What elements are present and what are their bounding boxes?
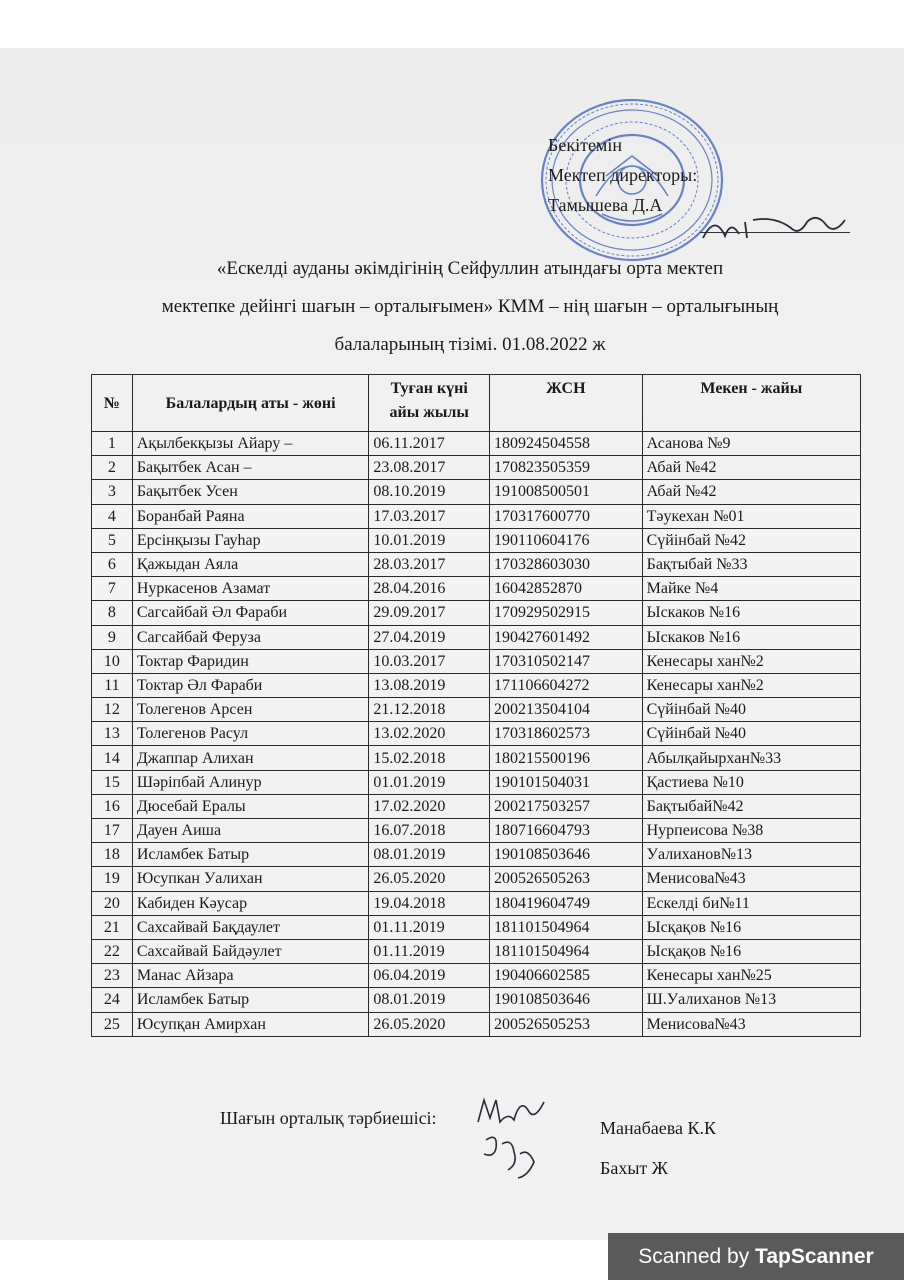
cell-address: Ыскаков №16 <box>642 601 860 625</box>
cell-address: Ысқақов №16 <box>642 915 860 939</box>
cell-number: 18 <box>92 843 133 867</box>
cell-birth-date: 28.03.2017 <box>369 552 490 576</box>
cell-number: 24 <box>92 988 133 1012</box>
table-row <box>92 794 861 818</box>
table-row <box>92 649 861 673</box>
cell-number: 4 <box>92 504 133 528</box>
cell-birth-date: 23.08.2017 <box>369 456 490 480</box>
document-title <box>70 250 870 364</box>
cell-iin: 16042852870 <box>490 577 643 601</box>
header-name: Балалардың аты - жөні <box>132 375 368 432</box>
cell-name: Кабиден Кәусар <box>132 891 368 915</box>
cell-iin: 190406602585 <box>490 964 643 988</box>
cell-name: Қажыдан Аяла <box>132 552 368 576</box>
teacher-signature-icon <box>468 1092 558 1184</box>
cell-number: 1 <box>92 432 133 456</box>
cell-name: Токтар Фаридин <box>132 649 368 673</box>
cell-name: Исламбек Батыр <box>132 988 368 1012</box>
cell-birth-date: 01.11.2019 <box>369 939 490 963</box>
cell-birth-date: 29.09.2017 <box>369 601 490 625</box>
cell-number: 22 <box>92 939 133 963</box>
cell-birth-date: 06.11.2017 <box>369 432 490 456</box>
cell-iin: 180716604793 <box>490 819 643 843</box>
cell-number: 17 <box>92 819 133 843</box>
table-row <box>92 770 861 794</box>
teacher-name-1: Манабаева К.К <box>600 1118 717 1138</box>
cell-birth-date: 13.02.2020 <box>369 722 490 746</box>
cell-name: Сахсайвай Байдәулет <box>132 939 368 963</box>
cell-name: Исламбек Батыр <box>132 843 368 867</box>
cell-address: Уалиханов№13 <box>642 843 860 867</box>
cell-address: Кенесары хан№2 <box>642 649 860 673</box>
cell-name: Сахсайвай Бақдаулет <box>132 915 368 939</box>
cell-number: 15 <box>92 770 133 794</box>
cell-iin: 170317600770 <box>490 504 643 528</box>
cell-number: 2 <box>92 456 133 480</box>
teacher-label: Шағын орталық тәрбиешісі: <box>220 1108 437 1128</box>
cell-iin: 190110604176 <box>490 528 643 552</box>
teacher-names <box>600 1108 716 1188</box>
cell-address: Ыскаков №16 <box>642 625 860 649</box>
cell-address: Абылқайырхан№33 <box>642 746 860 770</box>
cell-number: 10 <box>92 649 133 673</box>
cell-iin: 181101504964 <box>490 915 643 939</box>
cell-name: Шәріпбай Алинур <box>132 770 368 794</box>
cell-iin: 190108503646 <box>490 988 643 1012</box>
table-body <box>92 432 861 1037</box>
title-line-1: «Ескелді ауданы әкімдігінің Сейфуллин атындағы орта мектеп <box>216 258 724 279</box>
cell-number: 5 <box>92 528 133 552</box>
cell-birth-date: 10.03.2017 <box>369 649 490 673</box>
cell-birth-date: 26.05.2020 <box>369 867 490 891</box>
cell-birth-date: 15.02.2018 <box>369 746 490 770</box>
cell-birth-date: 27.04.2019 <box>369 625 490 649</box>
cell-address: Менисова№43 <box>642 1012 860 1036</box>
table-row <box>92 601 861 625</box>
table-row <box>92 891 861 915</box>
cell-iin: 170823505359 <box>490 456 643 480</box>
cell-iin: 171106604272 <box>490 673 643 697</box>
director-signature-icon <box>695 208 855 248</box>
cell-iin: 200217503257 <box>490 794 643 818</box>
cell-address: Кенесары хан№2 <box>642 673 860 697</box>
table-row <box>92 432 861 456</box>
table-row <box>92 456 861 480</box>
cell-birth-date: 10.01.2019 <box>369 528 490 552</box>
cell-name: Толегенов Расул <box>132 722 368 746</box>
header-birth-date <box>369 375 490 432</box>
cell-name: Токтар Әл Фараби <box>132 673 368 697</box>
cell-address: Ысқақов №16 <box>642 939 860 963</box>
children-table <box>91 374 861 1037</box>
table-row <box>92 577 861 601</box>
approval-title: Бекітемін <box>548 135 622 155</box>
table-row <box>92 552 861 576</box>
cell-number: 23 <box>92 964 133 988</box>
cell-name: Юсупқан Амирхан <box>132 1012 368 1036</box>
cell-iin: 181101504964 <box>490 939 643 963</box>
signature-line <box>700 232 850 233</box>
cell-birth-date: 01.11.2019 <box>369 915 490 939</box>
cell-address: Асанова №9 <box>642 432 860 456</box>
cell-iin: 191008500501 <box>490 480 643 504</box>
cell-iin: 170929502915 <box>490 601 643 625</box>
cell-iin: 180924504558 <box>490 432 643 456</box>
cell-birth-date: 08.10.2019 <box>369 480 490 504</box>
header-address: Мекен - жайы <box>642 375 860 432</box>
cell-birth-date: 01.01.2019 <box>369 770 490 794</box>
header-iin: ЖСН <box>490 375 643 432</box>
cell-birth-date: 13.08.2019 <box>369 673 490 697</box>
approval-block <box>548 130 878 220</box>
cell-iin: 170328603030 <box>490 552 643 576</box>
table-row <box>92 1012 861 1036</box>
cell-number: 8 <box>92 601 133 625</box>
approval-position: Мектеп директоры: <box>548 165 698 185</box>
cell-address: Кенесары хан№25 <box>642 964 860 988</box>
cell-address: Ш.Уалиханов №13 <box>642 988 860 1012</box>
scanner-watermark <box>608 1233 904 1280</box>
approval-director-name: Тамышева Д.А <box>548 195 663 215</box>
cell-name: Ақылбекқызы Айару – <box>132 432 368 456</box>
cell-address: Сүйінбай №42 <box>642 528 860 552</box>
table-row <box>92 819 861 843</box>
cell-name: Юсупкан Уалихан <box>132 867 368 891</box>
table-row <box>92 504 861 528</box>
cell-number: 6 <box>92 552 133 576</box>
table-row <box>92 673 861 697</box>
table-row <box>92 698 861 722</box>
cell-name: Манас Айзара <box>132 964 368 988</box>
table-row <box>92 915 861 939</box>
cell-iin: 190108503646 <box>490 843 643 867</box>
cell-birth-date: 21.12.2018 <box>369 698 490 722</box>
cell-birth-date: 17.02.2020 <box>369 794 490 818</box>
cell-number: 25 <box>92 1012 133 1036</box>
cell-number: 12 <box>92 698 133 722</box>
table-row <box>92 746 861 770</box>
table-row <box>92 625 861 649</box>
cell-address: Тәукехан №01 <box>642 504 860 528</box>
table-row <box>92 843 861 867</box>
cell-address: Майке №4 <box>642 577 860 601</box>
cell-birth-date: 19.04.2018 <box>369 891 490 915</box>
cell-iin: 170310502147 <box>490 649 643 673</box>
cell-name: Боранбай Раяна <box>132 504 368 528</box>
cell-address: Абай №42 <box>642 456 860 480</box>
table-row <box>92 964 861 988</box>
table-row <box>92 480 861 504</box>
cell-number: 14 <box>92 746 133 770</box>
table-row <box>92 722 861 746</box>
cell-birth-date: 08.01.2019 <box>369 843 490 867</box>
cell-address: Бақтыбай №33 <box>642 552 860 576</box>
cell-iin: 200526505253 <box>490 1012 643 1036</box>
cell-address: Бақтыбай№42 <box>642 794 860 818</box>
cell-number: 16 <box>92 794 133 818</box>
cell-name: Нуркасенов Азамат <box>132 577 368 601</box>
cell-birth-date: 06.04.2019 <box>369 964 490 988</box>
cell-address: Сүйінбай №40 <box>642 722 860 746</box>
title-line-2: мектепке дейінгі шағын – орталығымен» КММ – нің шағын – орталығының <box>161 296 779 317</box>
table-row <box>92 939 861 963</box>
cell-number: 13 <box>92 722 133 746</box>
cell-number: 20 <box>92 891 133 915</box>
cell-iin: 190427601492 <box>490 625 643 649</box>
cell-number: 19 <box>92 867 133 891</box>
header-birth-date-line2: айы жылы <box>389 404 469 421</box>
cell-iin: 200213504104 <box>490 698 643 722</box>
cell-address: Менисова№43 <box>642 867 860 891</box>
cell-address: Абай №42 <box>642 480 860 504</box>
cell-birth-date: 08.01.2019 <box>369 988 490 1012</box>
cell-name: Дауен Аиша <box>132 819 368 843</box>
cell-birth-date: 17.03.2017 <box>369 504 490 528</box>
table-header-row <box>92 375 861 432</box>
cell-address: Ескелді би№11 <box>642 891 860 915</box>
cell-name: Дюсебай Ералы <box>132 794 368 818</box>
cell-name: Бақытбек Асан – <box>132 456 368 480</box>
cell-address: Сүйінбай №40 <box>642 698 860 722</box>
cell-number: 21 <box>92 915 133 939</box>
table-row <box>92 528 861 552</box>
cell-iin: 200526505263 <box>490 867 643 891</box>
cell-name: Бақытбек Усен <box>132 480 368 504</box>
cell-name: Толегенов Арсен <box>132 698 368 722</box>
cell-iin: 190101504031 <box>490 770 643 794</box>
cell-address: Қастиева №10 <box>642 770 860 794</box>
cell-iin: 180419604749 <box>490 891 643 915</box>
header-birth-date-line1: Туған күні <box>390 380 468 397</box>
cell-number: 3 <box>92 480 133 504</box>
cell-number: 7 <box>92 577 133 601</box>
cell-name: Сагсайбай Феруза <box>132 625 368 649</box>
cell-name: Джаппар Алихан <box>132 746 368 770</box>
cell-birth-date: 26.05.2020 <box>369 1012 490 1036</box>
cell-name: Сагсайбай Әл Фараби <box>132 601 368 625</box>
cell-iin: 170318602573 <box>490 722 643 746</box>
watermark-prefix: Scanned by <box>638 1245 756 1268</box>
cell-iin: 180215500196 <box>490 746 643 770</box>
cell-birth-date: 28.04.2016 <box>369 577 490 601</box>
cell-number: 9 <box>92 625 133 649</box>
teacher-name-2: Бахыт Ж <box>600 1158 668 1178</box>
cell-name: Ерсінқызы Гауһар <box>132 528 368 552</box>
title-line-3: балаларының тізімі. 01.08.2022 ж <box>334 334 606 355</box>
watermark-brand: TapScanner <box>755 1245 874 1268</box>
header-number: № <box>92 375 133 432</box>
table-row <box>92 988 861 1012</box>
table-row <box>92 867 861 891</box>
cell-number: 11 <box>92 673 133 697</box>
cell-address: Нурпеисова №38 <box>642 819 860 843</box>
cell-birth-date: 16.07.2018 <box>369 819 490 843</box>
